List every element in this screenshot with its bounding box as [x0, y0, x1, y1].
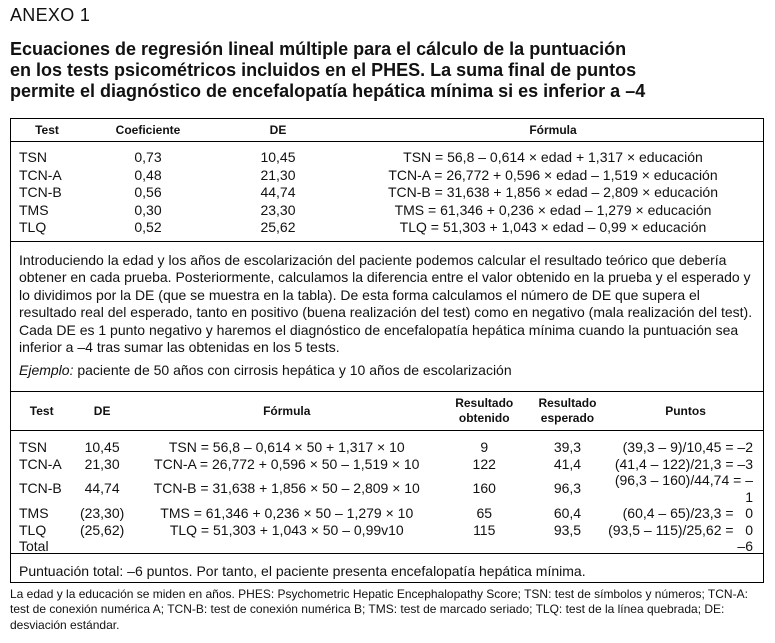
column-header-expected [527, 392, 608, 431]
cell-expected: 60,4 [553, 505, 582, 521]
column-header-formula: Fórmula [343, 119, 763, 142]
coefficients-table-box [10, 118, 764, 242]
cell-de: 44,74 [84, 480, 120, 497]
cell-coefficient: 0,48 [134, 166, 162, 183]
column-header-coefficient: Coeficiente [83, 119, 213, 142]
cell-de: 10,45 [260, 149, 296, 165]
cell-obtained: 115 [473, 521, 496, 538]
total-score-text: Puntuación total: –6 puntos. Por tanto, el paciente presenta encefalopatía hepática mínima. [19, 563, 586, 579]
cell-formula: TSN = 56,8 – 0,614 × 50 + 1,317 × 10 [168, 439, 405, 455]
cell-formula: TSN = 56,8 – 0,614 × edad + 1,317 × educación [403, 149, 703, 165]
title-line: permite el diagnóstico de encefalopatía hepática mínima si es inferior a –4 [10, 81, 646, 101]
cell-de: (23,30) [79, 505, 125, 521]
table-row [11, 219, 763, 237]
column-header-de: DE [213, 119, 343, 142]
cell-test: TMS [19, 201, 49, 218]
cell-coefficient: 0,56 [134, 184, 162, 200]
example-text: paciente de 50 años con cirrosis hepática y 10 años de escolarización [73, 362, 512, 379]
table-row [11, 202, 763, 220]
cell-expected: 96,3 [553, 480, 582, 497]
column-header-obtained [442, 392, 527, 431]
cell-obtained: 9 [480, 439, 489, 455]
document-title [10, 39, 770, 102]
table-row [11, 522, 763, 539]
cell-test: TMS [19, 505, 49, 521]
explanation-box [10, 242, 764, 392]
table-row [11, 472, 763, 505]
cell-de: 10,45 [84, 439, 120, 455]
cell-coefficient: 0,30 [134, 201, 162, 218]
cell-total-value: –6 [737, 538, 753, 554]
table-row [11, 505, 763, 522]
table-header-row [11, 392, 763, 431]
cell-formula: TCN-A = 26,772 + 0,596 × edad – 1,519 × educación [388, 166, 718, 183]
cell-expected: 41,4 [553, 455, 582, 472]
cell-expected: 39,3 [553, 439, 582, 455]
cell-de: 44,74 [260, 184, 296, 200]
table-row [11, 149, 763, 167]
cell-formula: TLQ = 51,303 + 1,043 × edad – 0,99 × educación [399, 219, 707, 235]
cell-test: TSN [19, 149, 47, 165]
title-line: en los tests psicométricos incluidos en el PHES. La suma final de puntos [10, 60, 637, 80]
cell-total-label: Total [19, 538, 49, 554]
header-line: obtenido [458, 411, 510, 425]
cell-test: TCN-A [19, 166, 62, 183]
cell-formula: TCN-A = 26,772 + 0,596 × 50 – 1,519 × 10 [154, 455, 420, 472]
column-header-points: Puntos [608, 392, 763, 431]
cell-obtained: 122 [472, 455, 496, 472]
cell-de: (25,62) [79, 521, 125, 538]
cell-obtained: 65 [476, 505, 493, 521]
column-header-test: Test [11, 119, 83, 142]
total-row [11, 538, 763, 555]
cell-test: TLQ [19, 219, 47, 235]
example-line [19, 362, 755, 379]
cell-points: (60,4 – 65)/23,3 = 0 [622, 505, 753, 521]
example-table-box [10, 392, 764, 554]
cell-expected: 93,5 [553, 521, 582, 538]
title-line: Ecuaciones de regresión lineal múltiple para el cálculo de la puntuación [10, 39, 627, 59]
annex-label: ANEXO 1 [10, 5, 91, 25]
cell-test: TCN-B [19, 184, 62, 200]
cell-formula: TLQ = 51,303 + 1,043 × 50 – 0,99v10 [169, 521, 404, 538]
header-line: esperado [540, 411, 595, 425]
cell-de: 23,30 [260, 201, 296, 218]
cell-formula: TMS = 61,346 + 0,236 × edad – 1,279 × educación [394, 201, 712, 218]
table-row [11, 456, 763, 473]
cell-formula: TMS = 61,346 + 0,236 × 50 – 1,279 × 10 [160, 505, 414, 521]
header-line: Resultado [455, 396, 514, 410]
example-label: Ejemplo: [19, 362, 74, 379]
cell-obtained: 160 [472, 480, 496, 497]
cell-test: TLQ [19, 521, 47, 538]
footnote: La edad y la educación se miden en años. PHES: Psychometric Hepatic Encephalopathy Score; TSN: test de símbolos y números; TCN-A: test de conexión numérica A; TCN-B: test de conexión numérica B; TMS: test de marcado seriado; TLQ: test de la línea quebrada; DE: desviación estándar. [10, 587, 748, 632]
table-row [11, 167, 763, 185]
cell-test: TCN-A [19, 455, 62, 472]
header-line: Resultado [538, 396, 597, 410]
cell-points: (96,3 – 160)/44,74 = –1 [614, 472, 753, 505]
cell-test: TCN-B [19, 480, 62, 497]
cell-de: 21,30 [84, 455, 120, 472]
column-header-formula: Fórmula [132, 392, 442, 431]
column-header-test: Test [11, 392, 72, 431]
example-table [11, 392, 763, 555]
table-row [11, 184, 763, 202]
cell-points: (39,3 – 9)/10,45 = –2 [622, 439, 753, 455]
table-header-row [11, 119, 763, 142]
explanation-paragraph: Introduciendo la edad y los años de escolarización del paciente podemos calcular el resultado teórico que debería obtener en cada prueba. Posteriormente, calculamos la diferencia entre el valor obtenido en la prueba y el esperado y lo dividimos por la DE (que se muestra en la tabla). De esta forma calculamos el número de DE que supera el resultado real del esperado, tanto en positivo (buena realización del test) como en negativo (mala realización del test). Cada DE es 1 punto negativo y haremos el diagnóstico de encefalopatía hepática mínima cuando la puntuación sea inferior a –4 tras sumar las obtenidas en los 5 tests. [19, 252, 753, 356]
cell-coefficient: 0,73 [134, 149, 162, 165]
cell-formula: TCN-B = 31,638 + 1,856 × 50 – 2,809 × 10 [153, 480, 420, 497]
cell-de: 21,30 [260, 166, 296, 183]
cell-test: TSN [19, 439, 47, 455]
cell-formula: TCN-B = 31,638 + 1,856 × edad – 2,809 × educación [387, 184, 719, 200]
cell-coefficient: 0,52 [134, 219, 162, 235]
column-header-de: DE [72, 392, 132, 431]
coefficients-table [11, 119, 763, 237]
cell-de: 25,62 [260, 219, 296, 235]
cell-points: (93,5 – 115)/25,62 = 0 [608, 521, 753, 538]
cell-points: (41,4 – 122)/21,3 = –3 [614, 455, 753, 472]
total-score-box [10, 554, 764, 583]
table-row [11, 439, 763, 456]
